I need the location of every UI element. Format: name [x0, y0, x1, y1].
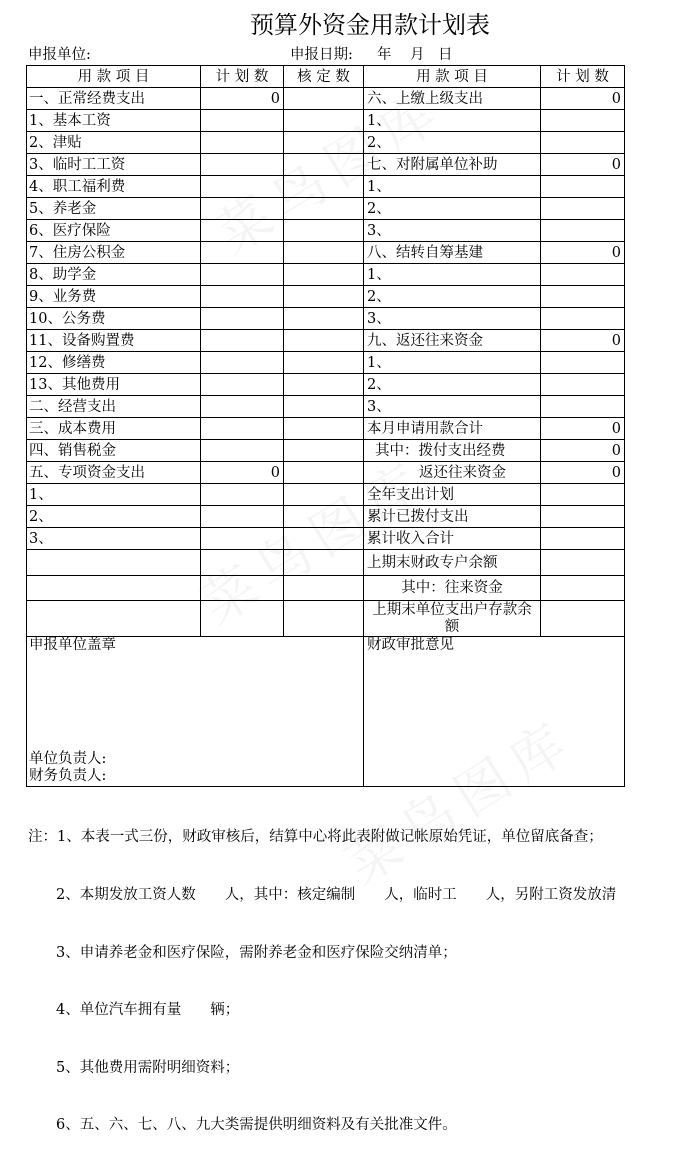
right-item-cell: 全年支出计划: [364, 484, 541, 506]
left-item-cell: 二、经营支出: [27, 396, 201, 418]
left-item-cell: 5、养老金: [27, 198, 201, 220]
left-approved-cell: [284, 330, 364, 352]
left-plan-cell: [201, 550, 284, 576]
right-plan-cell: [541, 220, 625, 242]
finance-head-label: 财务负责人:: [29, 768, 107, 784]
left-plan-cell: [201, 220, 284, 242]
left-item-cell: 1、基本工资: [27, 110, 201, 132]
left-item-cell: 8、助学金: [27, 264, 201, 286]
table-row: [27, 220, 625, 242]
left-plan-cell: [201, 330, 284, 352]
right-plan-cell: [541, 550, 625, 576]
table-row: [27, 154, 625, 176]
table-row: [27, 110, 625, 132]
right-item-cell: 上期末财政专户余额: [364, 550, 541, 576]
table-row: [27, 308, 625, 330]
left-approved-cell: [284, 418, 364, 440]
note-line: 2、本期发放工资人数 人，其中：核定编制 人，临时工 人，另附工资发放清: [56, 887, 617, 903]
table-row: [27, 286, 625, 308]
left-plan-cell: [201, 308, 284, 330]
left-approved-cell: [284, 176, 364, 198]
right-plan-cell: 0: [541, 88, 625, 110]
right-item-cell: 累计已拨付支出: [364, 506, 541, 528]
left-item-cell: 6、医疗保险: [27, 220, 201, 242]
right-item-cell: 其中：往来资金: [364, 576, 541, 601]
right-item-cell: 3、: [364, 396, 541, 418]
right-plan-cell: [541, 576, 625, 601]
right-item-cell: 本月申请用款合计: [364, 418, 541, 440]
table-row: [27, 176, 625, 198]
right-plan-cell: [541, 198, 625, 220]
right-item-cell: 2、: [364, 286, 541, 308]
table-row: [27, 528, 625, 550]
left-item-cell: 11、设备购置费: [27, 330, 201, 352]
right-item-cell: 2、: [364, 374, 541, 396]
left-plan-cell: [201, 484, 284, 506]
right-plan-cell: 0: [541, 462, 625, 484]
right-plan-cell: 0: [541, 418, 625, 440]
right-plan-cell: [541, 286, 625, 308]
right-item-cell: 八、结转自筹基建: [364, 242, 541, 264]
left-approved-cell: [284, 308, 364, 330]
left-plan-cell: [201, 198, 284, 220]
left-approved-cell: [284, 198, 364, 220]
left-plan-cell: [201, 440, 284, 462]
left-item-cell: 3、临时工工资: [27, 154, 201, 176]
right-plan-cell: 0: [541, 440, 625, 462]
right-item-cell: 1、: [364, 264, 541, 286]
column-header-left-plan: 计 划 数: [201, 66, 284, 88]
right-plan-cell: [541, 308, 625, 330]
left-plan-cell: [201, 242, 284, 264]
left-item-cell: 12、修缮费: [27, 352, 201, 374]
left-plan-cell: [201, 528, 284, 550]
left-plan-cell: 0: [201, 462, 284, 484]
right-item-cell: 2、: [364, 132, 541, 154]
left-item-cell: 10、公务费: [27, 308, 201, 330]
left-item-cell: 一、正常经费支出: [27, 88, 201, 110]
right-item-cell: 返还往来资金: [364, 462, 541, 484]
left-plan-cell: 0: [201, 88, 284, 110]
right-plan-cell: [541, 176, 625, 198]
left-approved-cell: [284, 506, 364, 528]
left-approved-cell: [284, 484, 364, 506]
notes-prefix: 注：: [28, 829, 57, 846]
left-plan-cell: [201, 396, 284, 418]
table-row: [27, 198, 625, 220]
unit-seal-label: 申报单位盖章: [29, 637, 116, 653]
left-approved-cell: [284, 462, 364, 484]
unit-head-label: 单位负责人:: [29, 751, 107, 767]
left-item-cell: [27, 576, 201, 601]
left-approved-cell: [284, 550, 364, 576]
left-approved-cell: [284, 132, 364, 154]
table-row: [27, 88, 625, 110]
right-item-cell: 七、对附属单位补助: [364, 154, 541, 176]
table-body: [27, 88, 625, 637]
left-plan-cell: [201, 374, 284, 396]
table-row: [27, 550, 625, 576]
column-header-left-approved: 核 定 数: [284, 66, 364, 88]
right-item-cell: 上期末单位支出户存款余额: [364, 601, 541, 637]
left-approved-cell: [284, 88, 364, 110]
right-plan-cell: [541, 132, 625, 154]
note-line: 3、申请养老金和医疗保险，需附养老金和医疗保险交纳清单；: [56, 944, 457, 961]
left-plan-cell: [201, 110, 284, 132]
right-plan-cell: [541, 506, 625, 528]
left-item-cell: 1、: [27, 484, 201, 506]
table-row: [27, 352, 625, 374]
right-plan-cell: [541, 396, 625, 418]
signoff-row: [27, 637, 625, 787]
right-item-cell: 九、返还往来资金: [364, 330, 541, 352]
date-year: 年: [377, 47, 392, 63]
left-approved-cell: [284, 396, 364, 418]
left-item-cell: 7、住房公积金: [27, 242, 201, 264]
table-row: [27, 462, 625, 484]
left-item-cell: [27, 601, 201, 637]
right-plan-cell: [541, 110, 625, 132]
left-approved-cell: [284, 601, 364, 637]
left-approved-cell: [284, 264, 364, 286]
left-item-cell: 五、专项资金支出: [27, 462, 201, 484]
table-row: [27, 484, 625, 506]
finance-approval-label: 财政审批意见: [367, 637, 454, 653]
left-approved-cell: [284, 576, 364, 601]
table-row: [27, 374, 625, 396]
right-plan-cell: [541, 264, 625, 286]
column-header-left-item: 用 款 项 目: [27, 66, 201, 88]
left-approved-cell: [284, 286, 364, 308]
left-item-cell: 三、成本费用: [27, 418, 201, 440]
right-item-cell: 其中：拨付支出经费: [364, 440, 541, 462]
left-item-cell: 9、业务费: [27, 286, 201, 308]
left-plan-cell: [201, 286, 284, 308]
right-plan-cell: [541, 374, 625, 396]
table-header-row: [27, 66, 625, 88]
left-item-cell: 四、销售税金: [27, 440, 201, 462]
table-row: [27, 132, 625, 154]
right-item-cell: 1、: [364, 352, 541, 374]
right-item-cell: 2、: [364, 198, 541, 220]
right-plan-cell: 0: [541, 242, 625, 264]
date-month: 月: [410, 47, 425, 63]
table-row: [27, 601, 625, 637]
table-row: [27, 576, 625, 601]
left-plan-cell: [201, 176, 284, 198]
table-row: [27, 440, 625, 462]
right-item-cell: 累计收入合计: [364, 528, 541, 550]
right-item-cell: 1、: [364, 110, 541, 132]
left-plan-cell: [201, 264, 284, 286]
date-label: 申报日期:: [290, 47, 353, 63]
left-approved-cell: [284, 528, 364, 550]
left-plan-cell: [201, 506, 284, 528]
column-header-right-plan: 计 划 数: [541, 66, 625, 88]
left-item-cell: 4、职工福利费: [27, 176, 201, 198]
right-item-cell: 1、: [364, 176, 541, 198]
column-header-right-item: 用 款 项 目: [364, 66, 541, 88]
right-item-cell: 3、: [364, 308, 541, 330]
left-approved-cell: [284, 110, 364, 132]
table-row: [27, 396, 625, 418]
left-approved-cell: [284, 242, 364, 264]
right-plan-cell: 0: [541, 330, 625, 352]
note-line: 4、单位汽车拥有量 辆；: [56, 1002, 240, 1019]
table-row: [27, 242, 625, 264]
unit-seal-cell: [27, 637, 364, 787]
budget-plan-table: [26, 65, 625, 787]
right-item-cell: 3、: [364, 220, 541, 242]
note-line: 5、其他费用需附明细资料；: [56, 1059, 240, 1076]
unit-label: 申报单位:: [28, 47, 91, 63]
left-plan-cell: [201, 576, 284, 601]
date-day: 日: [438, 47, 453, 63]
left-item-cell: 3、: [27, 528, 201, 550]
left-item-cell: [27, 550, 201, 576]
right-plan-cell: [541, 601, 625, 637]
left-approved-cell: [284, 154, 364, 176]
note-line: 6、五、六、七、八、九大类需提供明细资料及有关批准文件。: [56, 1117, 457, 1134]
left-approved-cell: [284, 352, 364, 374]
left-plan-cell: [201, 601, 284, 637]
note-line: [28, 828, 630, 847]
table-row: [27, 506, 625, 528]
right-plan-cell: 0: [541, 154, 625, 176]
notes-section: [28, 790, 630, 1174]
left-plan-cell: [201, 352, 284, 374]
right-item-cell: 六、上缴上级支出: [364, 88, 541, 110]
left-plan-cell: [201, 154, 284, 176]
left-item-cell: 2、津贴: [27, 132, 201, 154]
left-plan-cell: [201, 132, 284, 154]
left-approved-cell: [284, 374, 364, 396]
note-text: 1、本表一式三份，财政审核后，结算中心将此表附做记帐原始凭证，单位留底备查；: [57, 829, 603, 846]
left-item-cell: 2、: [27, 506, 201, 528]
left-approved-cell: [284, 220, 364, 242]
right-plan-cell: [541, 352, 625, 374]
left-plan-cell: [201, 418, 284, 440]
form-title: 预算外资金用款计划表: [250, 11, 490, 39]
table-row: [27, 418, 625, 440]
left-item-cell: 13、其他费用: [27, 374, 201, 396]
table-row: [27, 330, 625, 352]
table-row: [27, 264, 625, 286]
finance-approval-cell: [364, 637, 625, 787]
left-approved-cell: [284, 440, 364, 462]
right-plan-cell: [541, 484, 625, 506]
right-plan-cell: [541, 528, 625, 550]
